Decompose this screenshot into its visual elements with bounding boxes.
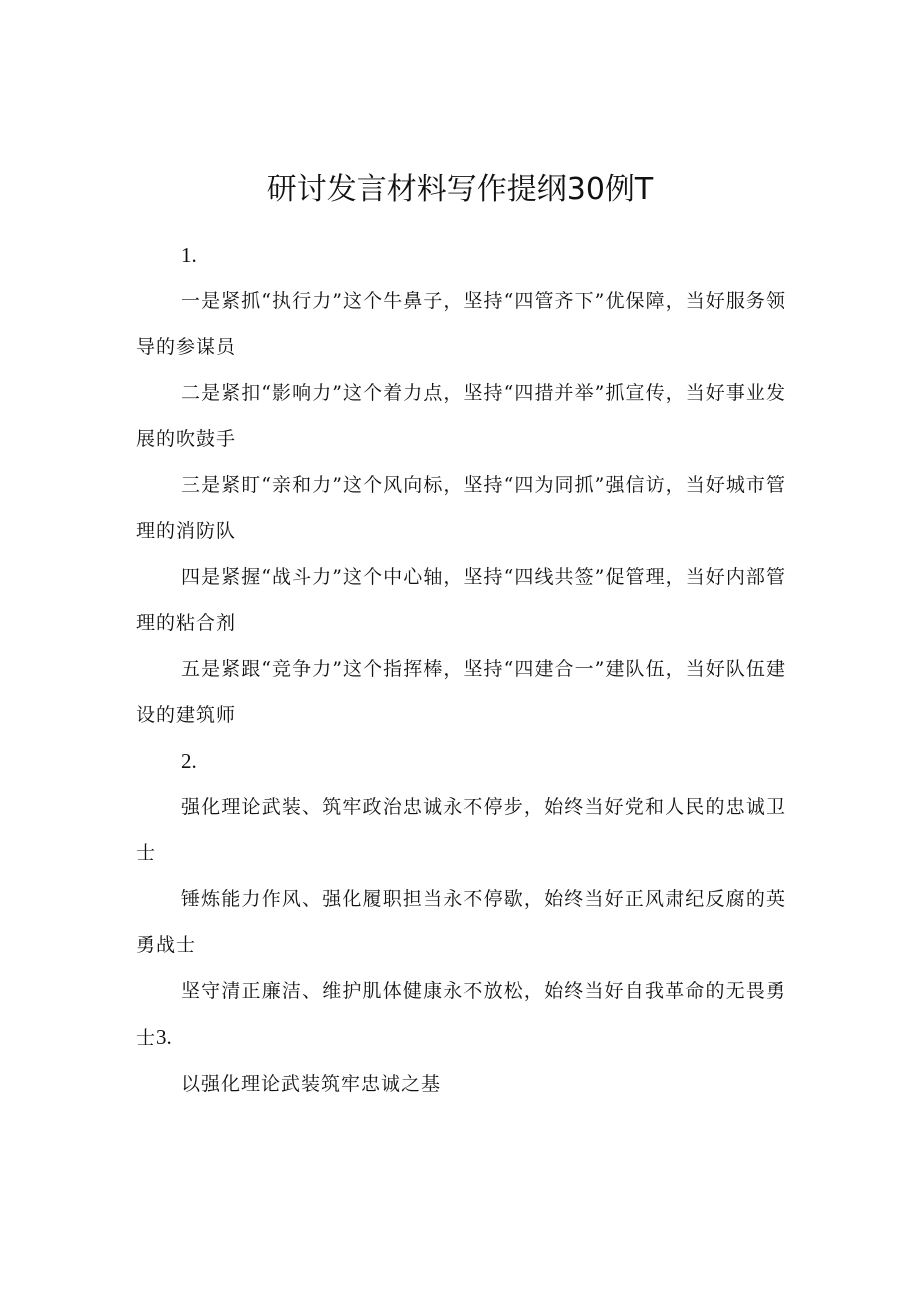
paragraph: 二是紧扣“影响力”这个着力点，坚持“四措并举”抓宣传，当好事业发展的吹鼓手	[136, 382, 786, 450]
paragraph: 强化理论武装、筑牢政治忠诚永不停步，始终当好党和人民的忠诚卫士	[136, 796, 786, 864]
paragraph	[136, 968, 786, 1061]
section-number: 2.	[181, 749, 197, 773]
paragraph: 以强化理论武装筑牢忠诚之基	[181, 1073, 442, 1095]
paragraph: 五是紧跟“竞争力”这个指挥棒，坚持“四建合一”建队伍，当好队伍建设的建筑师	[136, 658, 786, 726]
paragraph: 四是紧握“战斗力”这个中心轴，坚持“四线共签”促管理，当好内部管理的粘合剂	[136, 566, 786, 634]
paragraph: 锤炼能力作风、强化履职担当永不停歇，始终当好正风肃纪反腐的英勇战士	[136, 888, 786, 956]
paragraph: 一是紧抓“执行力”这个牛鼻子，坚持“四管齐下”优保障，当好服务领导的参谋员	[136, 290, 786, 358]
paragraph-text: 坚守清正廉洁、维护肌体健康永不放松，始终当好自我革命的无畏勇士	[136, 980, 786, 1049]
paragraph: 三是紧盯“亲和力”这个风向标，坚持“四为同抓”强信访，当好城市管理的消防队	[136, 474, 786, 542]
section-number: 1.	[181, 243, 197, 267]
document-body	[136, 232, 786, 1107]
document-title: 研讨发言材料写作提纲30例T	[266, 172, 654, 207]
section-number: 3.	[156, 1025, 172, 1049]
